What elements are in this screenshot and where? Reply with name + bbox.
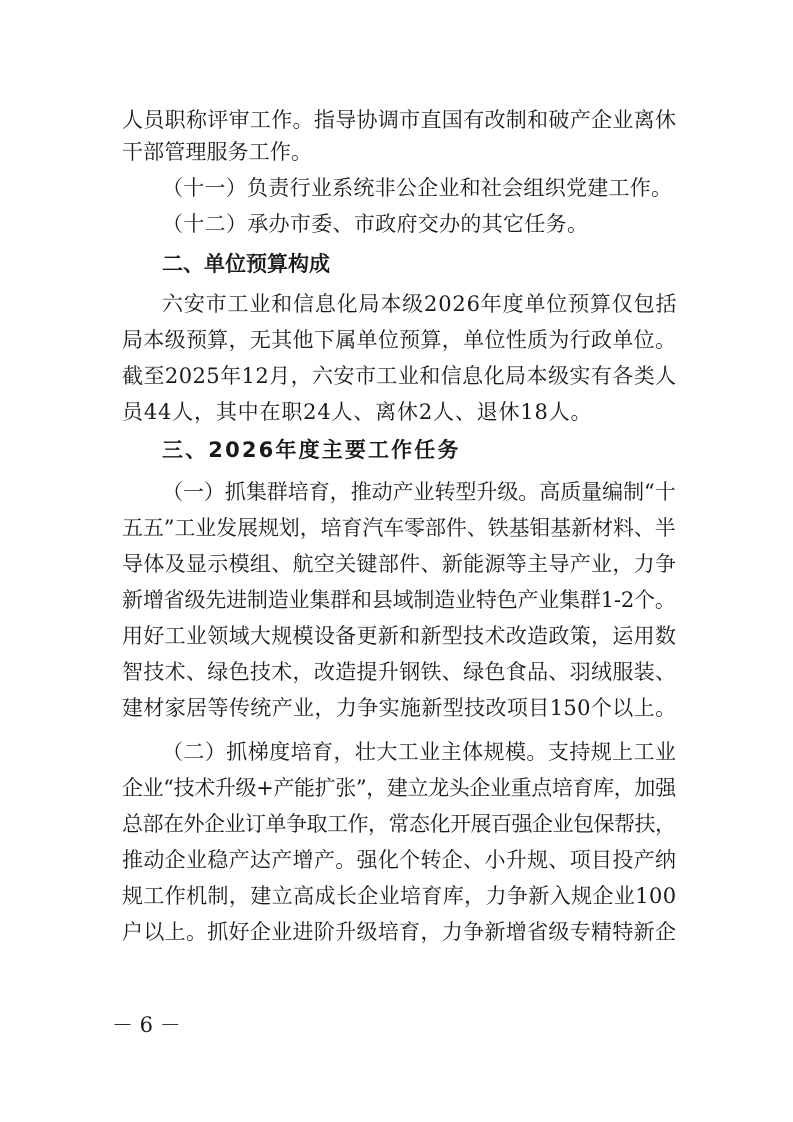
text-line <box>0 878 793 914</box>
text-line <box>0 206 793 242</box>
text-line <box>0 734 793 770</box>
text-line <box>0 102 793 138</box>
line-text: 干部管理服务工作。 <box>122 140 313 164</box>
section-heading <box>0 432 793 468</box>
line-text: 户以上。抓好企业进阶升级培育，力争新增省级专精特新企 <box>122 920 677 944</box>
text-line <box>0 690 793 726</box>
text-line <box>0 358 793 394</box>
text-line <box>0 134 793 170</box>
text-line <box>0 770 793 806</box>
text-line <box>0 474 793 510</box>
line-text: 人员职称评审工作。指导协调市直国有改制和破产企业离休 <box>122 108 677 132</box>
page-number: － 6 － <box>112 1013 181 1037</box>
line-text: 推动企业稳产达产增产。强化个转企、小升规、项目投产纳 <box>122 848 677 872</box>
text-line <box>0 582 793 618</box>
text-line <box>0 806 793 842</box>
line-text: 总部在外企业订单争取工作，常态化开展百强企业包保帮扶， <box>122 812 676 836</box>
section-heading <box>0 246 793 282</box>
line-text: 智技术、绿色技术，改造提升钢铁、绿色食品、羽绒服装、 <box>122 660 677 684</box>
text-line <box>0 654 793 690</box>
text-line <box>0 286 793 322</box>
text-line <box>0 170 793 206</box>
line-text: （十一）负责行业系统非公企业和社会组织党建工作。 <box>162 176 673 200</box>
line-text: 导体及显示模组、航空关键部件、新能源等主导产业，力争 <box>122 552 677 576</box>
text-line <box>0 546 793 582</box>
heading-text: 二、单位预算构成 <box>162 252 330 276</box>
text-line <box>0 914 793 950</box>
line-text: （一）抓集群培育，推动产业转型升级。高质量编制“十 <box>162 480 676 504</box>
text-line <box>0 842 793 878</box>
line-text: 员44人，其中在职24人、离休2人、退休18人。 <box>122 400 593 424</box>
line-text: 用好工业领域大规模设备更新和新型技术改造政策，运用数 <box>122 624 677 648</box>
line-text: 截至2025年12月，六安市工业和信息化局本级实有各类人 <box>122 364 677 388</box>
line-text: （十二）承办市委、市政府交办的其它任务。 <box>162 212 589 236</box>
line-text: 企业“技术升级+产能扩张”，建立龙头企业重点培育库，加强 <box>122 776 676 800</box>
line-text: 六安市工业和信息化局本级2026年度单位预算仅包括 <box>162 292 678 316</box>
heading-text: 三、2026年度主要工作任务 <box>162 438 461 462</box>
line-text: 规工作机制，建立高成长企业培育库，力争新入规企业100 <box>122 884 677 908</box>
text-line <box>0 510 793 546</box>
line-text: 五五”工业发展规划，培育汽车零部件、铁基钼基新材料、半 <box>122 516 676 540</box>
text-line <box>0 322 793 358</box>
text-line <box>0 618 793 654</box>
line-text: 新增省级先进制造业集群和县域制造业特色产业集群1-2个。 <box>122 588 676 612</box>
line-text: （二）抓梯度培育，壮大工业主体规模。支持规上工业 <box>162 740 677 764</box>
line-text: 建材家居等传统产业，力争实施新型技改项目150个以上。 <box>122 696 677 720</box>
text-line <box>0 394 793 430</box>
line-text: 局本级预算，无其他下属单位预算，单位性质为行政单位。 <box>122 328 677 352</box>
